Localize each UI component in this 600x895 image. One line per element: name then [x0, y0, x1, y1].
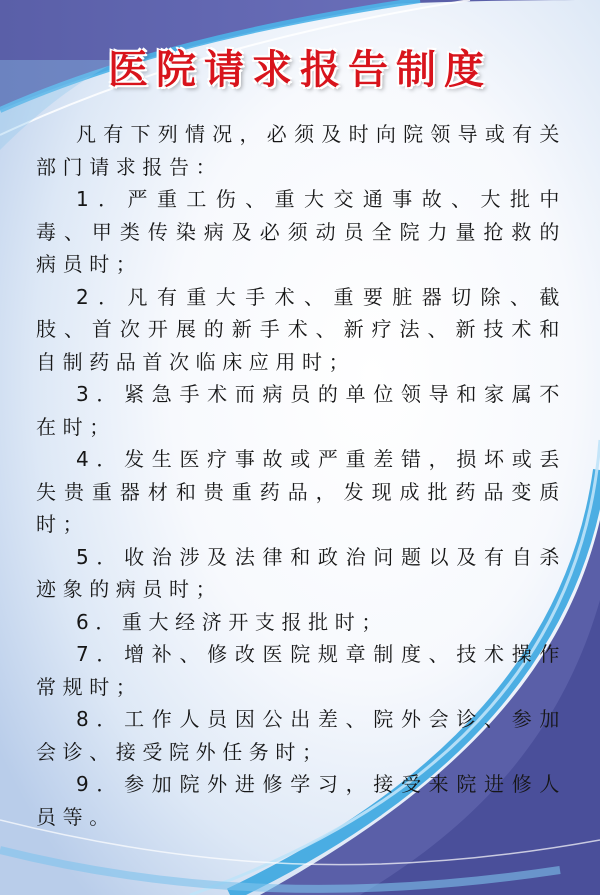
intro-paragraph: 凡有下列情况，必须及时向院领导或有关部门请求报告：: [36, 122, 566, 179]
list-item: 7．增补、修改医院规章制度、技术操作常规时；: [36, 642, 566, 699]
regulation-body: [36, 118, 566, 833]
list-item: 3．紧急手术而病员的单位领导和家属不在时；: [36, 382, 566, 439]
list-item: 8．工作人员因公出差、院外会诊、参加会诊、接受院外任务时；: [36, 707, 566, 764]
list-item: 5．收治涉及法律和政治问题以及有自杀迹象的病员时；: [36, 544, 566, 601]
list-item: 2．凡有重大手术、重要脏器切除、截肢、首次开展的新手术、新疗法、新技术和自制药品首次临床应用时；: [36, 284, 566, 374]
list-item: 1．严重工伤、重大交通事故、大批中毒、甲类传染病及必须动员全院力量抢救的病员时；: [36, 187, 566, 276]
list-item: 4．发生医疗事故或严重差错，损坏或丢失贵重器材和贵重药品，发现成批药品变质时；: [36, 447, 566, 536]
list-item: 6．重大经济开支报批时；: [76, 609, 388, 634]
list-item: 9．参加院外进修学习，接受来院进修人员等。: [36, 772, 566, 829]
page-title: 医院请求报告制度: [108, 47, 492, 93]
